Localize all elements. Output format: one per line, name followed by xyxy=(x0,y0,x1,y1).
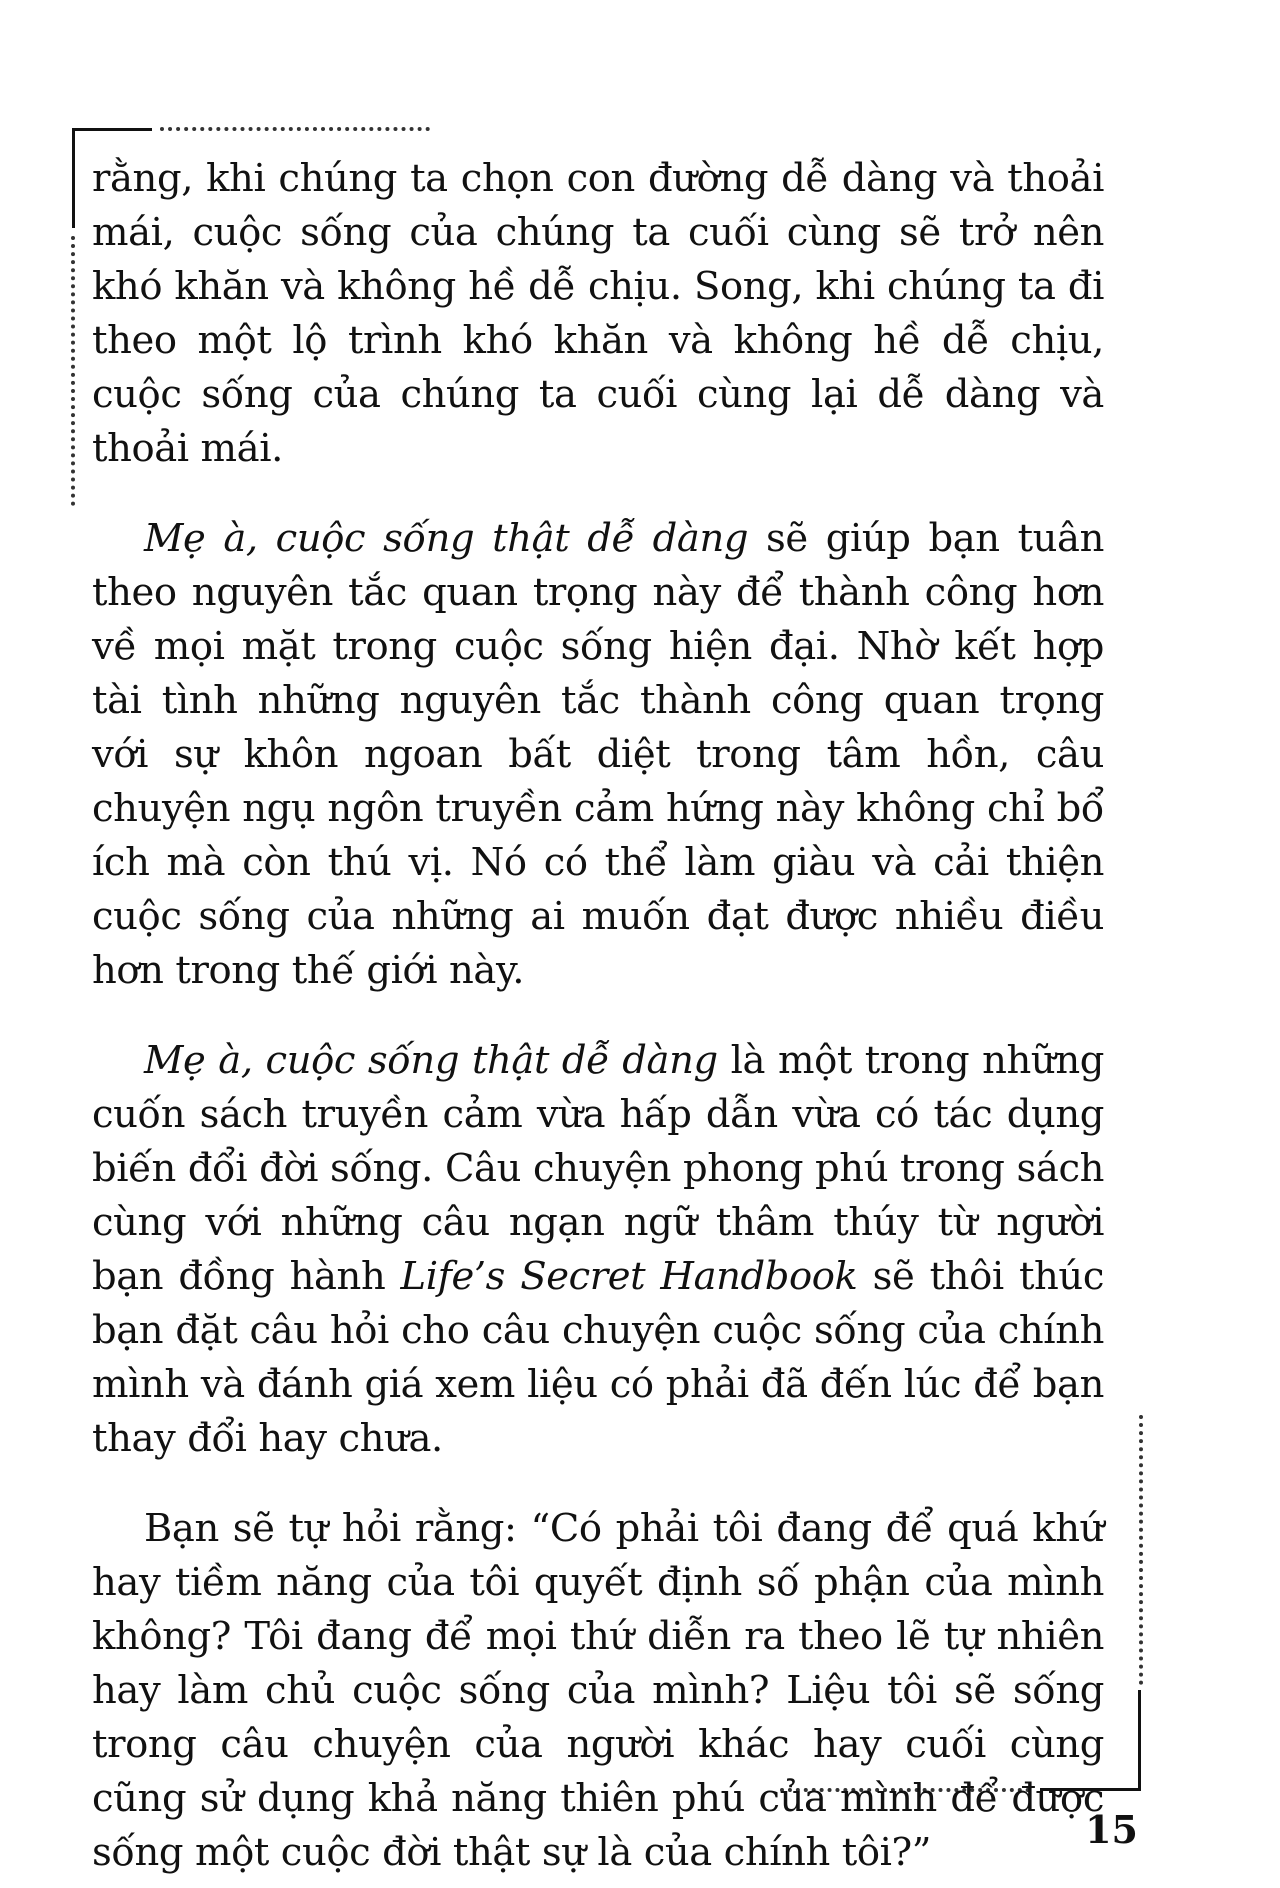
book-title: Mẹ à, cuộc sống thật dễ dàng xyxy=(144,1038,718,1083)
frame-bottom-right-dotted-vertical-rule xyxy=(1139,1415,1143,1685)
frame-top-left-horizontal-rule xyxy=(72,128,152,131)
paragraph-4 xyxy=(92,1502,1104,1880)
paragraph-4-text: Bạn sẽ tự hỏi rằng: “Có phải tôi đang để quá khứ hay tiềm năng của tôi quyết định số phận của mình không? Tôi đang để mọi thứ diễn ra theo lẽ tự nhiên hay làm chủ cuộc sống của mình? Liệu tôi sẽ sống trong câu chuyện của người khác hay cuối cùng cũng sử dụng khả năng thiên phú của mình để được sống một cuộc đời thật sự là của chính tôi?” xyxy=(92,1506,1104,1875)
paragraph-2-text: sẽ giúp bạn tuân theo nguyên tắc quan trọng này để thành công hơn về mọi mặt trong cuộc sống hiện đại. Nhờ kết hợp tài tình những nguyên tắc thành công quan trọng với sự khôn ngoan bất diệt trong tâm hồn, câu chuyện ngụ ngôn truyền cảm hứng này không chỉ bổ ích mà còn thú vị. Nó có thể làm giàu và cải thiện cuộc sống của những ai muốn đạt được nhiều điều hơn trong thế giới này. xyxy=(92,516,1104,993)
page-body xyxy=(92,152,1104,1880)
book-title: Mẹ à, cuộc sống thật dễ dàng xyxy=(144,516,749,561)
paragraph-3-text-b: sẽ thôi thúc bạn đặt câu hỏi cho câu chuyện cuộc sống của chính mình và đánh giá xem liệu có phải đã đến lúc để bạn thay đổi hay chưa. xyxy=(92,1254,1104,1461)
companion-book-title: Life’s Secret Handbook xyxy=(400,1254,858,1299)
paragraph-1 xyxy=(92,152,1104,476)
paragraph-3-text-a: là một trong những cuốn sách truyền cảm vừa hấp dẫn vừa có tác dụng biến đổi đời sống. Câu chuyện phong phú trong sách cùng với những câu ngạn ngữ thâm thúy từ người bạn đồng hành xyxy=(92,1038,1104,1299)
paragraph-1-text: rằng, khi chúng ta chọn con đường dễ dàng và thoải mái, cuộc sống của chúng ta cuối cùng sẽ trở nên khó khăn và không hề dễ chịu. Song, khi chúng ta đi theo một lộ trình khó khăn và không hề dễ chịu, cuộc sống của chúng ta cuối cùng lại dễ dàng và thoải mái. xyxy=(92,156,1104,471)
frame-top-left-dotted-vertical-rule xyxy=(71,236,75,506)
frame-top-left-vertical-rule xyxy=(72,128,75,228)
frame-top-left-dotted-rule xyxy=(160,127,430,131)
page-number: 15 xyxy=(1085,1807,1138,1852)
paragraph-3 xyxy=(92,1034,1104,1466)
frame-bottom-right-vertical-rule xyxy=(1138,1690,1141,1790)
paragraph-2 xyxy=(92,512,1104,998)
